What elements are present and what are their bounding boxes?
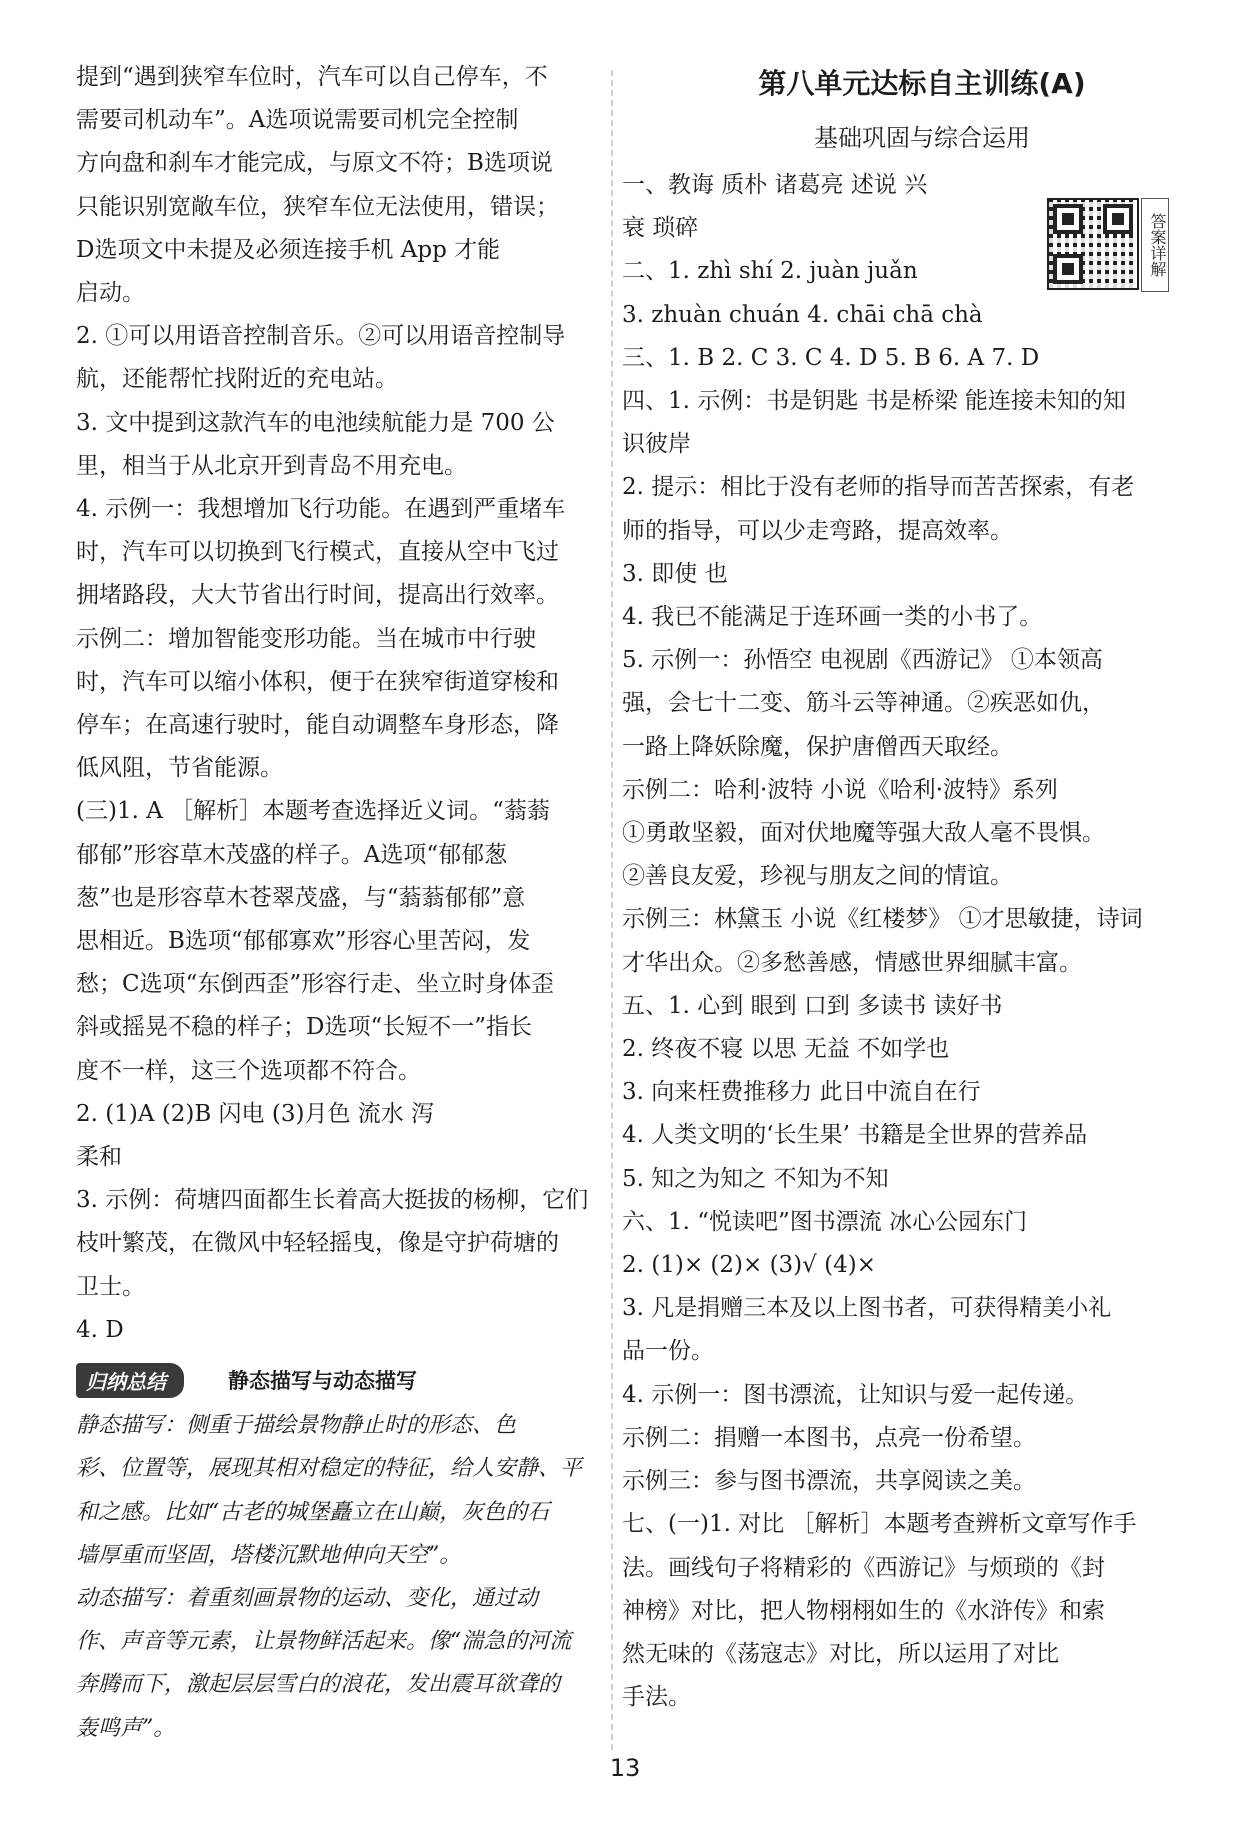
answer-line: 然无味的《荡寇志》对比，所以运用了对比 [622,1640,1059,1667]
answer-line: 七、(一)1. 对比 ［解析］本题考查辨析文章写作手 [622,1511,1137,1538]
answer-line: 思相近。B选项“郁郁寡欢”形容心里苦闷，发 [76,928,531,955]
summary-line: 作、声音等元素，让景物鲜活起来。像“湍急的河流 [76,1629,572,1655]
answer-line: 斜或摇晃不稳的样子；D选项“长短不一”指长 [76,1014,532,1041]
answer-line: 一、教诲 质朴 诸葛亮 述说 兴 [622,172,928,198]
answer-line: 提到“遇到狭窄车位时，汽车可以自己停车，不 [76,64,548,90]
summary-line: 静态描写：侧重于描绘景物静止时的形态、色 [76,1413,517,1439]
answer-line: ①勇敢坚毅，面对伏地魔等强大敌人毫不畏惧。 [622,820,1105,847]
answer-line: 柔和 [76,1144,122,1171]
summary-line: 墙厚重而坚固，塔楼沉默地伸向天空”。 [76,1542,462,1568]
right-answer-block [622,164,1182,1719]
column-divider [611,70,613,1750]
answer-line: 示例三：参与图书漂流，共享阅读之美。 [622,1468,1036,1495]
summary-box [76,1356,600,1750]
answer-line: 2. (1)× (2)× (3)√ (4)× [622,1252,876,1279]
answer-line: 示例二：哈利·波特 小说《哈利·波特》系列 [622,776,1058,803]
section-subtitle: 基础巩固与综合运用 [814,124,1030,152]
answer-line: 5. 知之为知之 不知为不知 [622,1165,889,1192]
answer-line: 需要司机动车”。A选项说需要司机完全控制 [76,107,519,134]
answer-line: 六、1. “悦读吧”图书漂流 冰心公园东门 [622,1208,1028,1235]
answer-line: 3. 即使 也 [622,560,728,587]
qr-label: 答案详解 [1141,198,1169,292]
summary-badge: 归纳总结 [76,1363,184,1398]
page-number: 13 [609,1754,641,1782]
answer-line: 3. 向来枉费推移力 此日中流自在行 [622,1079,981,1106]
summary-text [76,1404,600,1750]
answer-line: 3. zhuàn chuán 4. chāi chā chà [622,301,983,328]
right-column [622,56,1182,1719]
answer-line: 愁；C选项“东倒西歪”形容行走、坐立时身体歪 [76,971,555,998]
answer-line: 停车；在高速行驶时，能自动调整车身形态，降 [76,712,559,739]
answer-line: 识彼岸 [622,431,691,458]
answer-line: 度不一样，这三个选项都不符合。 [76,1057,421,1084]
left-answer-block [76,56,600,1352]
answer-line: 师的指导，可以少走弯路，提高效率。 [622,517,1013,544]
answer-line: (三)1. A ［解析］本题考查选择近义词。“蓊蓊 [76,798,550,825]
answer-line: 强，会七十二变、筋斗云等神通。②疾恶如仇， [622,690,1105,717]
summary-line: 彩、位置等，展现其相对稳定的特征，给人安静、平 [76,1456,583,1482]
answer-line: 2. 终夜不寝 以思 无益 不如学也 [622,1036,950,1063]
answer-line: 4. 人类文明的‘长生果’ 书籍是全世界的营养品 [622,1122,1088,1149]
answer-line: 时，汽车可以缩小体积，便于在狭窄街道穿梭和 [76,668,559,695]
answer-line: 2. ①可以用语音控制音乐。②可以用语音控制导 [76,323,566,350]
answer-line: 卫士。 [76,1273,145,1300]
summary-title: 静态描写与动态描写 [228,1369,417,1394]
answer-line: D选项文中未提及必须连接手机 App 才能 [76,236,501,263]
unit-title: 第八单元达标自主训练(A) [758,67,1086,100]
answer-line: 4. 示例一：图书漂流，让知识与爱一起传递。 [622,1381,1089,1408]
answer-line: 示例三：林黛玉 小说《红楼梦》 ①才思敏捷，诗词 [622,906,1143,933]
answer-line: 4. 我已不能满足于连环画一类的小书了。 [622,604,1043,631]
answer-line: 3. 文中提到这款汽车的电池续航能力是 700 公 [76,409,555,436]
answer-line: 郁郁”形容草木茂盛的样子。A选项“郁郁葱 [76,841,508,868]
answer-line: 4. 示例一：我想增加飞行功能。在遇到严重堵车 [76,496,566,523]
answer-line: 衰 琐碎 [622,215,699,242]
answer-line: 才华出众。②多愁善感，情感世界细腻丰富。 [622,949,1082,976]
answer-line: 3. 凡是捐赠三本及以上图书者，可获得精美小礼 [622,1295,1112,1322]
answer-line: 低风阻，节省能源。 [76,755,283,782]
summary-line: 和之感。比如“古老的城堡矗立在山巅，灰色的石 [76,1499,550,1525]
answer-line: ②善良友爱，珍视与朋友之间的情谊。 [622,863,1013,890]
summary-line: 轰鸣声”。 [76,1715,176,1741]
answer-line: 二、1. zhì shí 2. juàn juǎn [622,258,918,285]
answer-line: 方向盘和刹车才能完成，与原文不符；B选项说 [76,150,553,177]
summary-line: 动态描写：着重刻画景物的运动、变化，通过动 [76,1585,539,1611]
summary-header [76,1356,600,1404]
answer-line: 航，还能帮忙找附近的充电站。 [76,366,398,393]
answer-line: 只能识别宽敞车位，狭窄车位无法使用，错误； [76,193,559,220]
answer-line: 一路上降妖除魔，保护唐僧西天取经。 [622,733,1013,760]
answer-line: 2. 提示：相比于没有老师的指导而苦苦探索，有老 [622,474,1135,501]
answer-line: 枝叶繁茂，在微风中轻轻摇曳，像是守护荷塘的 [76,1230,559,1257]
answer-line: 4. D [76,1316,124,1343]
answer-line: 三、1. B 2. C 3. C 4. D 5. B 6. A 7. D [622,344,1040,371]
answer-line: 里，相当于从北京开到青岛不用充电。 [76,452,467,479]
left-column [76,56,600,1750]
answer-line: 四、1. 示例：书是钥匙 书是桥梁 能连接未知的知 [622,388,1126,415]
answer-line: 神榜》对比，把人物栩栩如生的《水浒传》和索 [622,1597,1105,1624]
answer-line: 五、1. 心到 眼到 口到 多读书 读好书 [622,992,1003,1019]
answer-line: 示例二：增加智能变形功能。当在城市中行驶 [76,625,536,652]
answer-line: 手法。 [622,1684,691,1711]
answer-line: 拥堵路段，大大节省出行时间，提高出行效率。 [76,582,559,609]
qr-code-icon[interactable] [1047,198,1139,290]
answer-line: 法。画线句子将精彩的《西游记》与烦琐的《封 [622,1554,1105,1581]
answer-line: 时，汽车可以切换到飞行模式，直接从空中飞过 [76,539,559,566]
answer-line: 2. (1)A (2)B 闪电 (3)月色 流水 泻 [76,1100,435,1127]
summary-line: 奔腾而下，激起层层雪白的浪花，发出震耳欲聋的 [76,1672,561,1698]
answer-line: 葱”也是形容草木苍翠茂盛，与“蓊蓊郁郁”意 [76,884,526,911]
answer-line: 示例二：捐赠一本图书，点亮一份希望。 [622,1424,1036,1451]
answer-line: 品一份。 [622,1338,714,1365]
answer-line: 启动。 [76,280,145,307]
answer-line: 3. 示例：荷塘四面都生长着高大挺拔的杨柳，它们 [76,1187,589,1214]
answer-line: 5. 示例一：孙悟空 电视剧《西游记》 ①本领高 [622,647,1103,674]
